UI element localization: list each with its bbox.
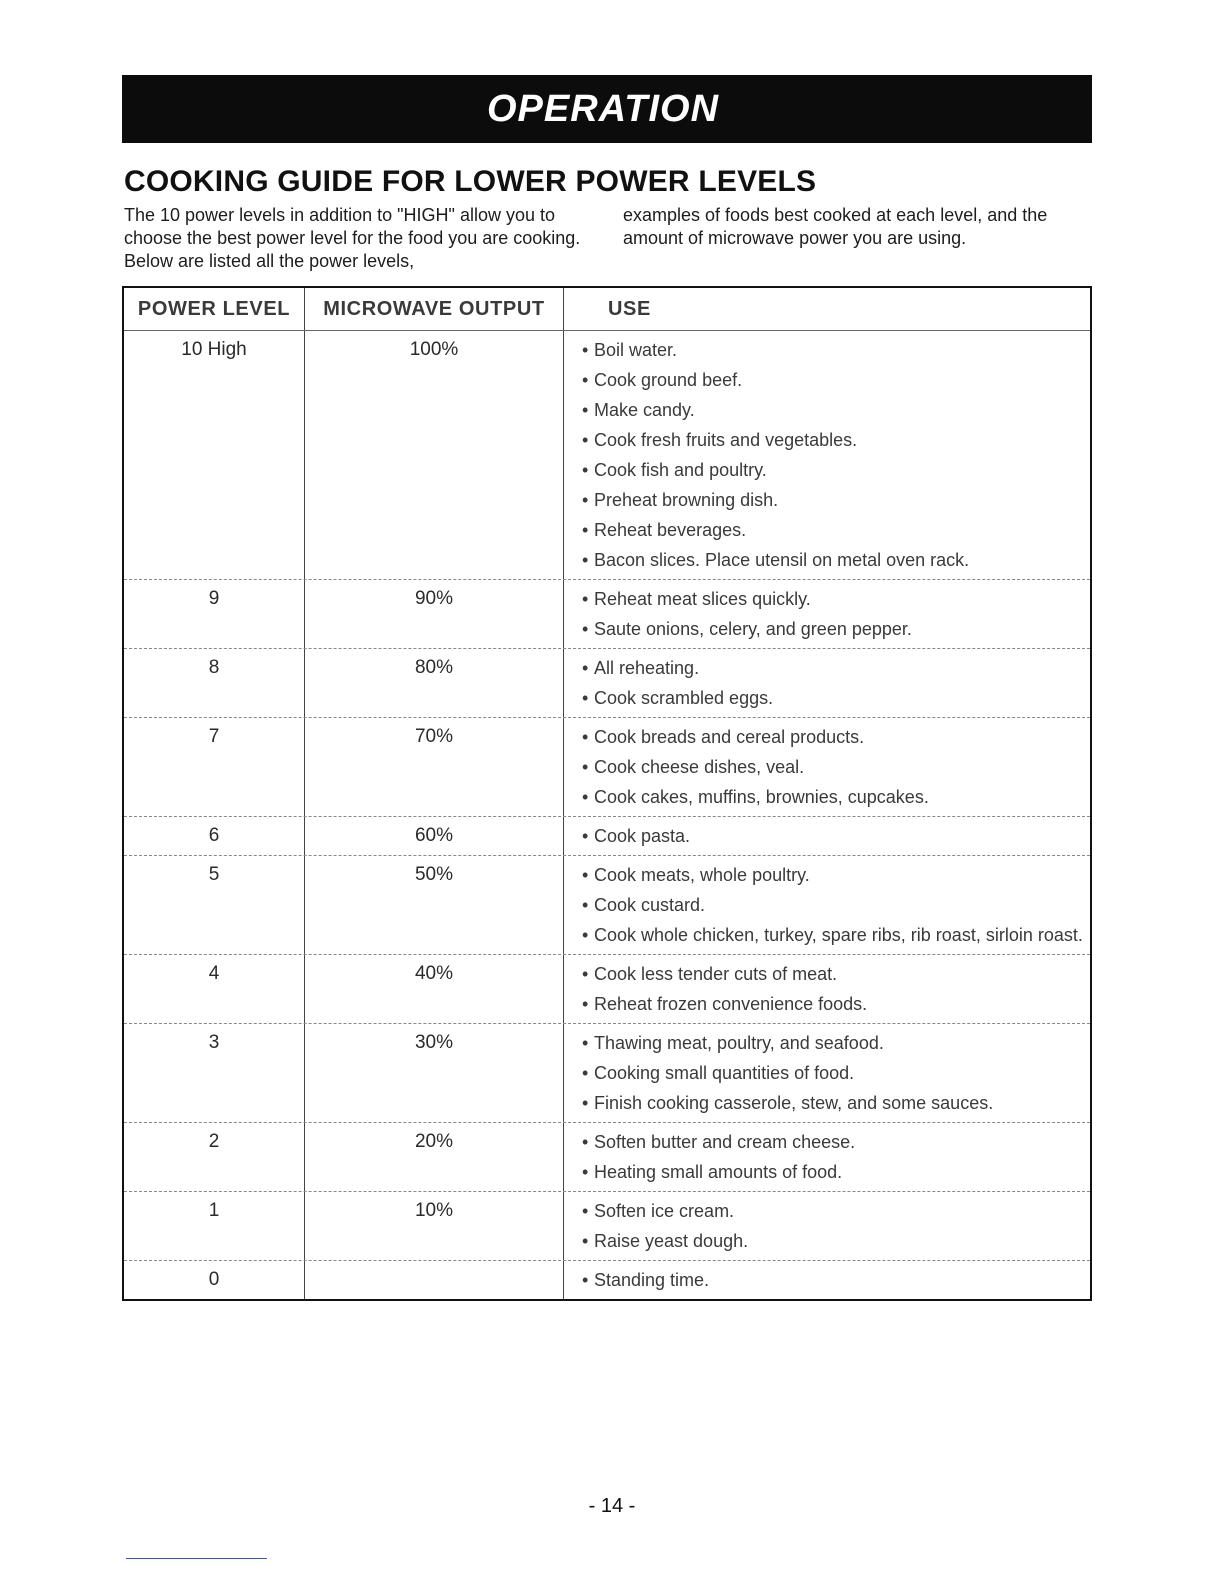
column-header-power-level: POWER LEVEL xyxy=(124,288,305,330)
use-cell xyxy=(564,1192,1090,1260)
use-cell xyxy=(564,718,1090,816)
microwave-output-cell: 100% xyxy=(305,331,564,579)
use-item: • Reheat meat slices quickly. xyxy=(582,588,1090,610)
column-header-use: USE xyxy=(608,297,651,320)
power-level-cell: 1 xyxy=(124,1192,305,1260)
power-level-cell: 6 xyxy=(124,817,305,855)
power-level-cell: 8 xyxy=(124,649,305,717)
table-row xyxy=(124,1024,1090,1123)
microwave-output-cell: 70% xyxy=(305,718,564,816)
table-row xyxy=(124,1123,1090,1192)
use-item: • Reheat beverages. xyxy=(582,519,1090,541)
table-row xyxy=(124,331,1090,580)
power-level-table xyxy=(122,286,1092,1301)
microwave-output-cell: 90% xyxy=(305,580,564,648)
use-item: • Heating small amounts of food. xyxy=(582,1161,1090,1183)
use-item: • Cook pasta. xyxy=(582,825,1090,847)
table-header-row xyxy=(124,288,1090,331)
page-title: COOKING GUIDE FOR LOWER POWER LEVELS xyxy=(124,165,817,198)
intro-paragraph-right: examples of foods best cooked at each level, and the amount of microwave power you are using. xyxy=(623,205,1048,248)
use-item: • Soften butter and cream cheese. xyxy=(582,1131,1090,1153)
use-item: • Cook cheese dishes, veal. xyxy=(582,756,1090,778)
use-cell xyxy=(564,1024,1090,1122)
use-item: • Boil water. xyxy=(582,339,1090,361)
use-cell xyxy=(564,817,1090,855)
use-cell xyxy=(564,331,1090,579)
use-item: • Cook meats, whole poultry. xyxy=(582,864,1090,886)
use-item: • Cook breads and cereal products. xyxy=(582,726,1090,748)
page-number: - 14 - xyxy=(588,1495,636,1517)
use-item: • Thawing meat, poultry, and seafood. xyxy=(582,1032,1090,1054)
use-item: • Reheat frozen convenience foods. xyxy=(582,993,1090,1015)
power-level-cell: 7 xyxy=(124,718,305,816)
banner-title: OPERATION xyxy=(486,87,720,130)
use-item: • Preheat browning dish. xyxy=(582,489,1090,511)
use-cell xyxy=(564,955,1090,1023)
power-level-cell: 9 xyxy=(124,580,305,648)
use-item: • Cook ground beef. xyxy=(582,369,1090,391)
microwave-output-cell: 10% xyxy=(305,1192,564,1260)
use-item: • Finish cooking casserole, stew, and some sauces. xyxy=(582,1092,1090,1114)
use-cell xyxy=(564,649,1090,717)
use-item: • Bacon slices. Place utensil on metal oven rack. xyxy=(582,549,1090,571)
microwave-output-cell: 80% xyxy=(305,649,564,717)
use-item: • Cook scrambled eggs. xyxy=(582,687,1090,709)
use-item: • Saute onions, celery, and green pepper. xyxy=(582,618,1090,640)
microwave-output-cell: 60% xyxy=(305,817,564,855)
use-cell xyxy=(564,580,1090,648)
use-item: • Cook custard. xyxy=(582,894,1090,916)
use-item: • Standing time. xyxy=(582,1269,1090,1291)
table-row xyxy=(124,1192,1090,1261)
use-item: • Cook fresh fruits and vegetables. xyxy=(582,429,1090,451)
use-item: • All reheating. xyxy=(582,657,1090,679)
use-item: • Cooking small quantities of food. xyxy=(582,1062,1090,1084)
power-level-cell: 10 High xyxy=(124,331,305,579)
microwave-output-cell: 30% xyxy=(305,1024,564,1122)
use-cell xyxy=(564,1261,1090,1299)
use-cell xyxy=(564,856,1090,954)
table-row xyxy=(124,1261,1090,1299)
table-row xyxy=(124,856,1090,955)
column-header-microwave-output: MICROWAVE OUTPUT xyxy=(305,288,564,330)
table-row xyxy=(124,649,1090,718)
power-level-cell: 3 xyxy=(124,1024,305,1122)
power-level-cell: 4 xyxy=(124,955,305,1023)
microwave-output-cell: 40% xyxy=(305,955,564,1023)
table-row xyxy=(124,817,1090,856)
use-item: • Make candy. xyxy=(582,399,1090,421)
use-item: • Cook whole chicken, turkey, spare ribs, rib roast, sirloin roast. xyxy=(582,924,1090,946)
intro-paragraph-left: The 10 power levels in addition to "HIGH" allow you to choose the best power level for the food you are cooking. Below are listed all the power levels, xyxy=(124,205,581,271)
microwave-output-cell: 20% xyxy=(305,1123,564,1191)
power-level-cell: 0 xyxy=(124,1261,305,1299)
table-row xyxy=(124,580,1090,649)
use-item: • Raise yeast dough. xyxy=(582,1230,1090,1252)
use-item: • Cook less tender cuts of meat. xyxy=(582,963,1090,985)
section-banner xyxy=(122,75,1092,143)
use-cell xyxy=(564,1123,1090,1191)
use-item: • Soften ice cream. xyxy=(582,1200,1090,1222)
power-level-cell: 5 xyxy=(124,856,305,954)
use-item: • Cook fish and poultry. xyxy=(582,459,1090,481)
footer-divider xyxy=(126,1558,267,1559)
microwave-output-cell xyxy=(305,1261,564,1299)
power-level-cell: 2 xyxy=(124,1123,305,1191)
table-row xyxy=(124,955,1090,1024)
table-row xyxy=(124,718,1090,817)
microwave-output-cell: 50% xyxy=(305,856,564,954)
use-item: • Cook cakes, muffins, brownies, cupcakes. xyxy=(582,786,1090,808)
